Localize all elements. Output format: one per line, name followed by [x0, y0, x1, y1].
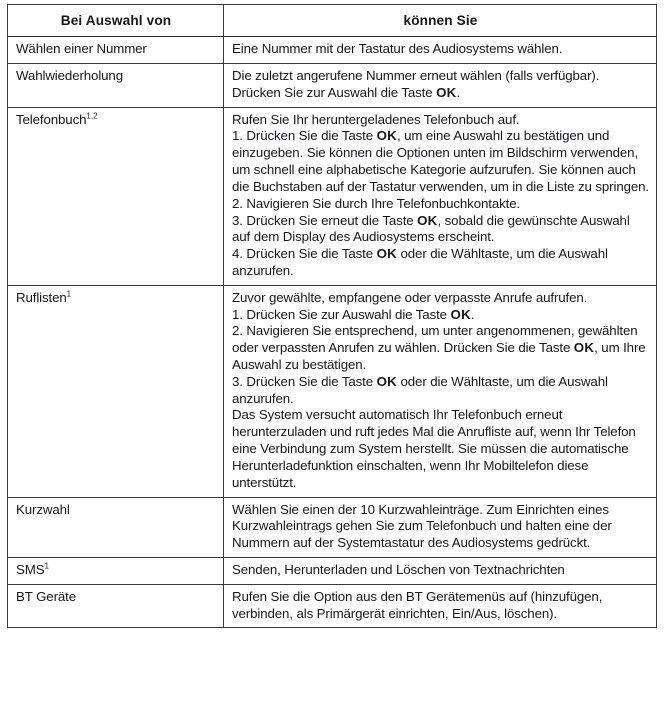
row-option-label: Wahlwiederholung: [8, 64, 224, 108]
footnote-marker: 1: [44, 561, 49, 571]
ok-button-token: OK: [573, 340, 595, 356]
table-row: [8, 64, 657, 108]
row-option-label: Wählen einer Nummer: [8, 37, 224, 64]
row-option-label: Telefonbuch$^{1,2}$: [8, 107, 224, 285]
row-option-label: SMS$^1$: [8, 557, 224, 584]
description-paragraph: 2. Navigieren Sie durch Ihre Telefonbuchkontakte.: [232, 195, 521, 211]
description-paragraph: Rufen Sie die Option aus den BT Gerätemenüs auf (hinzufügen, verbinden, als Primärgerät einrichten, Ein/Aus, löschen).: [232, 588, 603, 621]
table-row: [8, 37, 657, 64]
description-paragraph: Rufen Sie Ihr heruntergeladenes Telefonbuch auf.: [232, 111, 520, 127]
footnote-marker: 1: [66, 289, 72, 299]
description-paragraph: Eine Nummer mit der Tastatur des Audiosystems wählen.: [232, 41, 563, 57]
ok-button-token: OK: [376, 373, 397, 389]
description-paragraph: Die zuletzt angerufene Nummer erneut wählen (falls verfügbar). Drücken Sie zur Auswahl die Taste OK.: [232, 68, 600, 100]
row-option-label: Kurzwahl: [8, 497, 224, 557]
description-paragraphs: [232, 562, 649, 579]
table-header: [8, 5, 657, 37]
description-paragraph: Zuvor gewählte, empfangene oder verpasste Anrufe aufrufen.: [232, 289, 588, 305]
row-description: [224, 497, 657, 557]
table-row: [8, 497, 657, 557]
description-paragraph: 1. Drücken Sie zur Auswahl die Taste OK.: [232, 306, 475, 322]
ok-button-token: OK: [436, 84, 457, 100]
description-paragraphs: [232, 290, 649, 492]
table-body: [8, 37, 657, 628]
row-description: [224, 584, 657, 628]
row-description: [224, 37, 657, 64]
description-paragraphs: [232, 68, 649, 102]
description-paragraph: 2. Navigieren Sie entsprechend, um unter angenommenen, gewählten oder verpassten Anrufen zu wählen. Drücken Sie die Taste OK, um Ihre Auswahl zu bestätigen.: [232, 323, 646, 372]
description-paragraphs: [232, 112, 649, 280]
row-option-label: Ruflisten$^1$: [8, 285, 224, 497]
ok-button-token: OK: [376, 246, 397, 262]
description-paragraph: 4. Drücken Sie die Taste OK oder die Wähltaste, um die Auswahl anzurufen.: [232, 246, 608, 278]
row-description: [224, 64, 657, 108]
description-paragraph: 3. Drücken Sie die Taste OK oder die Wähltaste, um die Auswahl anzurufen.: [232, 373, 608, 406]
row-description: [224, 557, 657, 584]
description-paragraphs: [232, 502, 649, 552]
description-paragraph: 1. Drücken Sie die Taste OK, um eine Auswahl zu bestätigen und einzugeben. Sie können die Optionen unten im Bildschirm verwenden, um schnell eine alphabetische Kategorie aufzurufen. Sie können auch die Buchstaben auf der Tastatur verwenden, um in die Liste zu springen.: [232, 128, 649, 194]
bluetooth-phone-options-table: [7, 4, 657, 628]
row-option-label: BT Geräte: [8, 584, 224, 628]
row-description: [224, 107, 657, 285]
table-row: [8, 107, 657, 285]
description-paragraphs: [232, 41, 649, 58]
footnote-marker: 1,2: [86, 111, 98, 121]
column-header-selection: Bei Auswahl von: [8, 5, 224, 37]
ok-button-token: OK: [450, 306, 471, 322]
ok-button-token: OK: [376, 128, 397, 144]
description-paragraph: Wählen Sie einen der 10 Kurzwahleinträge. Zum Einrichten eines Kurzwahleintrags gehen Sie zum Telefonbuch und halten eine der Nummern auf der Systemtastatur des Audiosystems gedrückt.: [232, 501, 612, 551]
description-paragraph: Senden, Herunterladen und Löschen von Textnachrichten: [232, 561, 565, 577]
description-paragraphs: [232, 589, 649, 623]
description-paragraph: Das System versucht automatisch Ihr Telefonbuch erneut herunterzuladen und ruft jedes Mal die Anrufliste auf, wenn Ihr Telefon eine Verbindung zum System herstellt. Sie müssen die automatische Herunterladefunktion einschalten, wenn Ihr Mobiltelefon diese unterstützt.: [232, 407, 636, 490]
description-paragraph: 3. Drücken Sie erneut die Taste OK, sobald die gewünschte Auswahl auf dem Display des Audiosystems erscheint.: [232, 212, 630, 245]
table-row: [8, 584, 657, 628]
row-description: [224, 285, 657, 497]
table-row: [8, 285, 657, 497]
table-row: [8, 557, 657, 584]
ok-button-token: OK: [417, 212, 438, 228]
column-header-action: können Sie: [224, 5, 657, 37]
table-header-row: [8, 5, 657, 37]
